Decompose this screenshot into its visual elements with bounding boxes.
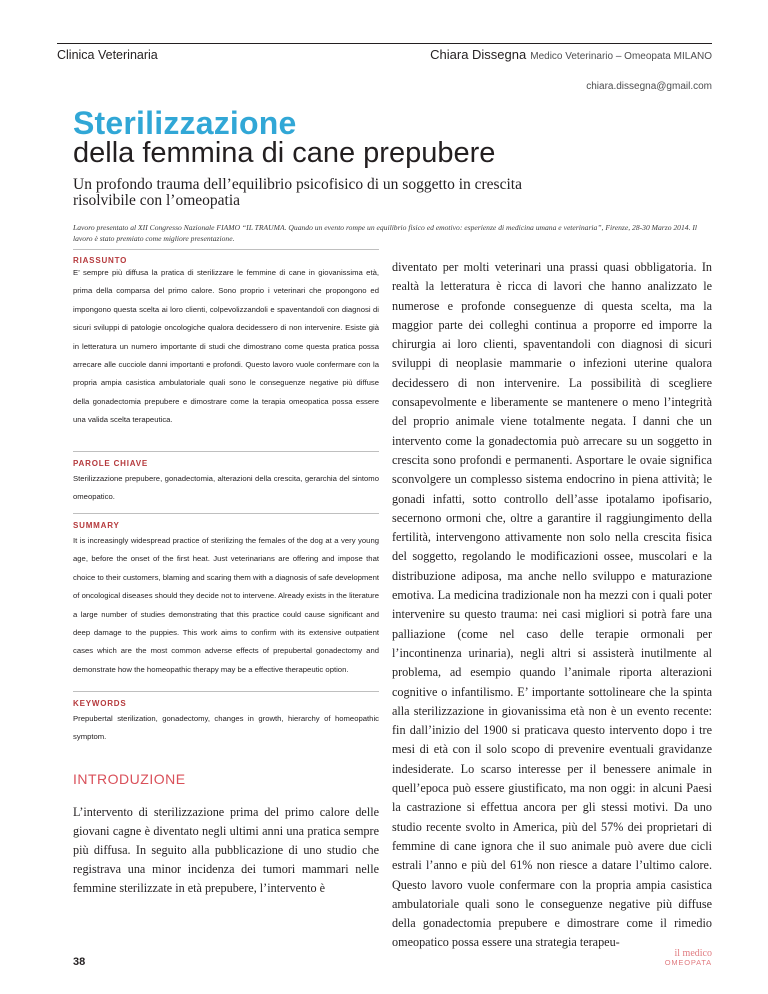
divider	[73, 451, 379, 452]
parole-chiave-text: Sterilizzazione prepubere, gonadectomia, alterazioni della crescita, gerarchia del sintomo omeopatico.	[73, 474, 379, 502]
journal-logo	[665, 949, 712, 967]
keywords-heading: KEYWORDS	[73, 699, 127, 708]
journal-logo-line1: il medico	[674, 948, 712, 959]
section-name: Clinica Veterinaria	[57, 48, 158, 62]
article-subtitle: Un profondo trauma dell’equilibrio psicofisico di un soggetto in crescita risolvibile con l’omeopatia	[73, 176, 522, 209]
author-email[interactable]: chiara.dissegna@gmail.com	[586, 81, 712, 92]
keywords-text: Prepubertal sterilization, gonadectomy, changes in growth, hierarchy of homeopathic symptom.	[73, 714, 379, 742]
intro-paragraph: L’intervento di sterilizzazione prima del primo calore delle giovani cagne è diventato negli ultimi anni una pratica sempre più diffusa. In seguito alla pubblicazione di uno studio che registrava una minor incidenza dei tumori mammari nelle femmine sterilizzate in età prepubere, l’intervento è	[73, 805, 379, 895]
presentation-note: Lavoro presentato al XII Congresso Nazionale FIAMO “IL TRAUMA. Quando un evento rompe un equilibrio fisico ed emotivo: esperienze di medicina umana e veterinaria”, Firenze, 28-30 Marzo 2014. Il lavoro è stato premiato come migliore presentazione.	[73, 223, 698, 243]
divider	[73, 691, 379, 692]
riassunto-heading: RIASSUNTO	[73, 256, 128, 265]
header-rule	[57, 43, 712, 44]
parole-chiave-heading: PAROLE CHIAVE	[73, 459, 148, 468]
author-role: Medico Veterinario – Omeopata MILANO	[530, 51, 712, 62]
author-line	[430, 47, 712, 62]
body-column-right: diventato per molti veterinari una prassi quasi obbligatoria. In realtà la letteratura è ricca di lavori che hanno analizzato le numerose e profonde conseguenze di questa scelta, ma la maggior parte dei colleghi continua a proporre ed imporre la chirurgia ai loro clienti, spaventandoli con diagnosi di sicuri sviluppi di neoplasie mammarie o infezioni uterine qualora decidessero di non intervenire. La possibilità di scegliere consapevolmente e liberamente se mantenere o meno l’integrità del proprio animale viene totalmente negata. I danni che un intervento come la gonadectomia può arrecare su un soggetto in crescita sono profondi e permanenti. Asportare le ovaie significa sconvolgere un complesso sistema endocrino in piena attività; le gonadi infatti, sotto controllo dell’asse ipotalamo ipofisario, secernono ormoni che, oltre a garantire il raggiungimento della fertilità, intervengono attivamente non solo nella crescita fisica del soggetto, regolando le modificazioni ossee, muscolari e la distribuzione adiposa, ma anche nello sviluppo e maturazione emotiva. La medicina tradizionale non ha mezzi con i quali poter intervenire su questo trauma: nei casi migliori si potrà fare una palliazione (come nel caso delle terapie ormonali per l’incontinenza urinaria), negli altri si assisterà inutilmente al problema, ad esempio quando l’animale riporta alterazioni cognitive o infantilismo. E’ importante sottolineare che la spinta alla sterilizzazione in giovanissima età non è un evento recente: fin dall’inizio del 1900 si praticava questo intervento dopo i tre mesi di età con il solo scopo di prevenire eventuali gravidanze indesiderate. Lo scarso interesse per il benessere animale in quell’epoca può essere giustificato, ma non oggi: in alcuni Paesi la castrazione si effettua ancora per gli stessi motivi. Da uno studio recente svolto in America, più del 57% dei proprietari di femmine di cane ignora che il suo animale può avere due cicli estrali l’anno e più del 61% non riesce a datare l’ultimo calore. Questo lavoro vuole confermare con la propria ampia casistica ambulatoriale quali sono le conseguenze negative più diffuse della gonadectomia prepubere e dimostrare come il rimedio omeopatico possa essere una strategia terapeu-	[392, 260, 712, 950]
journal-logo-line2: OMEOPATA	[664, 958, 712, 967]
summary-heading: SUMMARY	[73, 521, 120, 530]
article-title-line2: della femmina di cane prepubere	[73, 137, 496, 169]
divider	[73, 249, 379, 250]
riassunto-text: E’ sempre più diffusa la pratica di sterilizzare le femmine di cane in giovanissima età, prima della comparsa del primo calore. Sono proprio i veterinari che propongono ed impongono questa scelta ai loro clienti, colpevolizzandoli e spaventandoli con diagnosi di sicuri sviluppi di patologie oncologiche qualora decidessero di non intervenire. Esiste già in letteratura un numero importante di studi che dimostrano come questa pratica possa arrecare alle cucciole danni importanti e profondi. Questo lavoro vuole confermare con la propria ampia casistica ambulatoriale quali sono le conseguenze negative più diffuse della gonadectomia prepubere e dimostrare come la terapia omeopatica possa essere una valida scelta terapeutica.	[73, 268, 379, 425]
page-number: 38	[73, 956, 86, 968]
introduzione-heading: INTRODUZIONE	[73, 771, 186, 787]
article-title: Sterilizzazione	[73, 105, 297, 141]
author-name: Chiara Dissegna	[430, 47, 527, 62]
divider	[73, 513, 379, 514]
summary-text: It is increasingly widespread practice of sterilizing the females of the dog at a very young age, before the onset of the first heat. Just veterinarians are offering and impose that choice to their customers, blaming and scaring them with a diagnosis of safe development of oncological diseases should they decide not to intervene. Already exists in the literature a large number of studies demonstrating that this practice could cause significant and deep damage to the puppies. This work aims to confirm with its extensive outpatient cases which are the most common adverse effects of prepubertal gonadectomy and demonstrate how the homeopathic therapy may be a effective therapeutic option.	[73, 536, 379, 674]
